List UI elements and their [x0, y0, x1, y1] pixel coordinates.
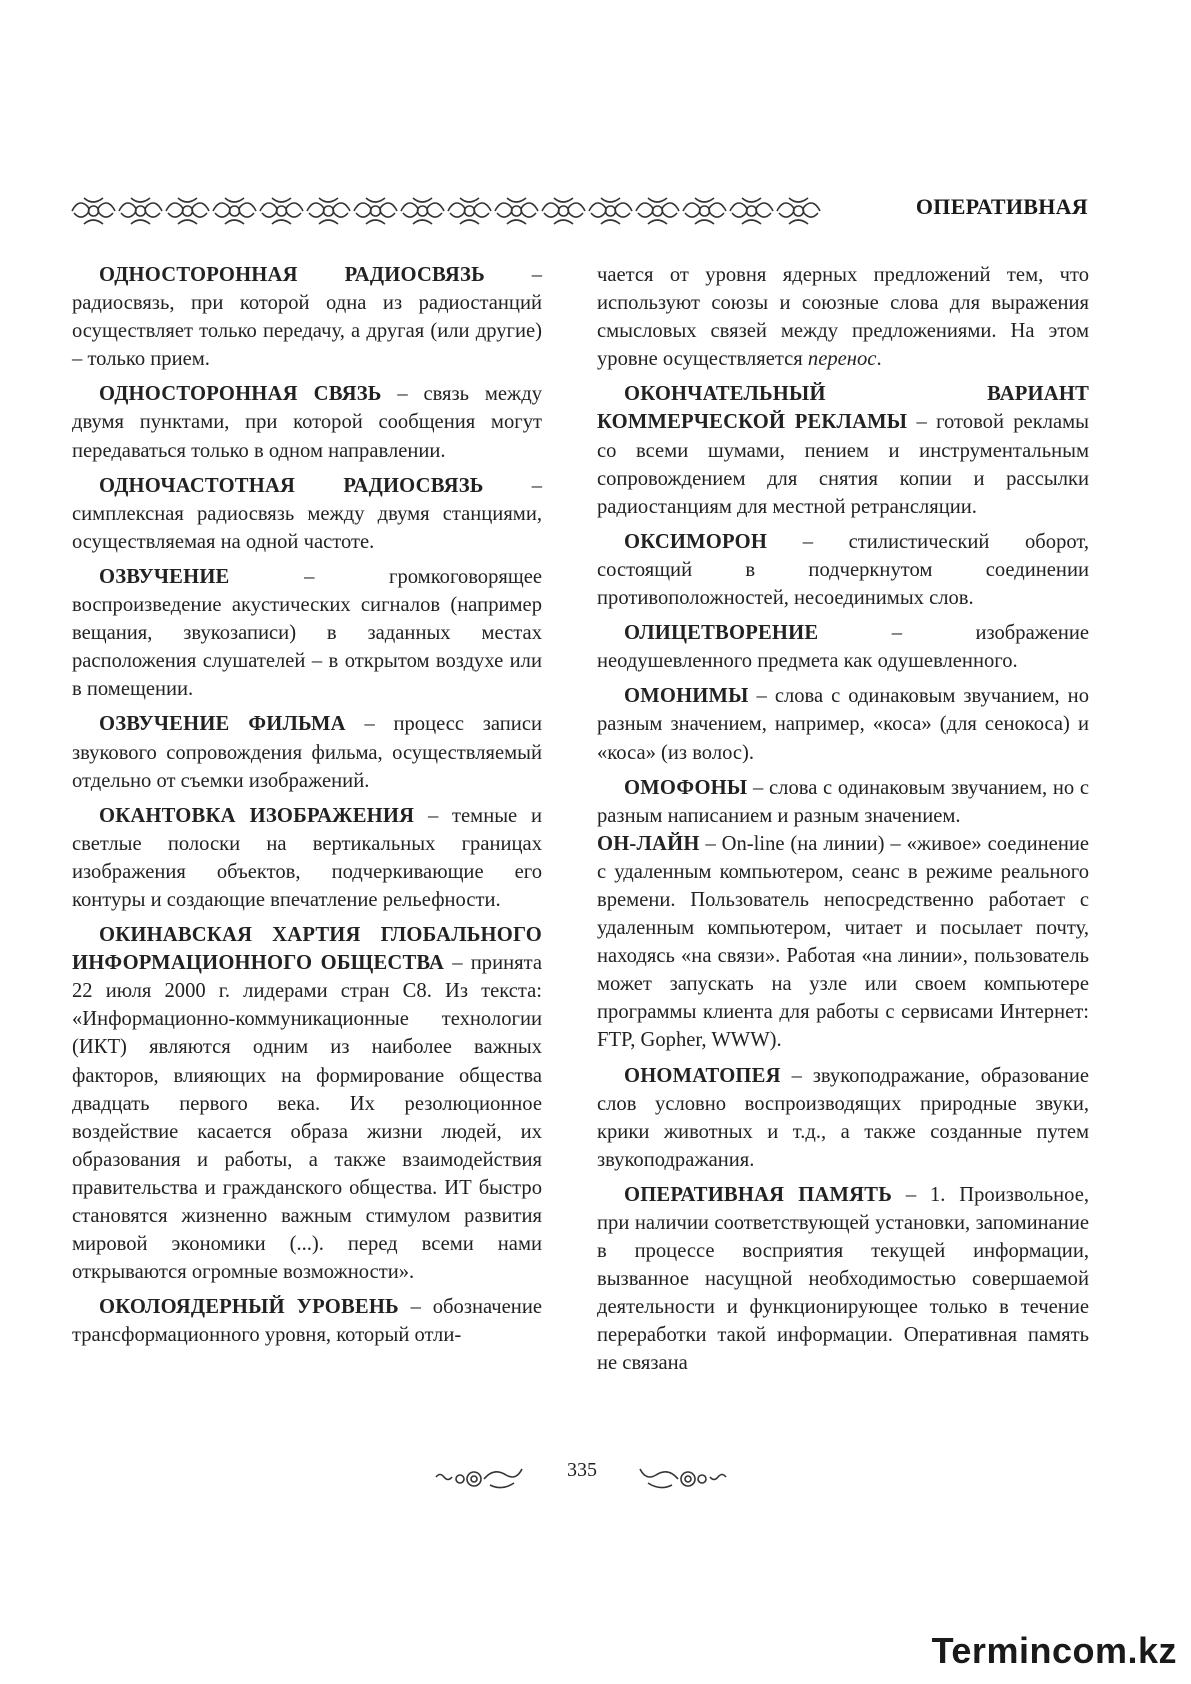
ornament-motif	[213, 198, 256, 224]
ornament-motif	[448, 198, 491, 224]
ornament-motif	[72, 198, 115, 224]
footer-ornament-right	[638, 1465, 728, 1491]
entry-definition: – слова с одинаковым звучанием, но с разным написанием и разным значением.	[597, 776, 1089, 827]
entry-definition: – темные и светлые полоски на вертикальных границах изображения объектов, подчеркивающие его контуры и создающие впечатление рельефности.	[72, 804, 542, 911]
entry-definition: – процесс записи звукового сопровождения фильма, осуществляемый отдельно от съемки изображений.	[72, 713, 542, 792]
ornament-motif	[589, 198, 632, 224]
entry-definition: – звукоподражание, образование слов условно воспроизводящих природные звуки, крики животных и т.д., а также созданные путем звукоподражания.	[597, 1064, 1089, 1171]
ornament-motif	[683, 198, 726, 224]
ornament-motif	[777, 198, 820, 224]
entry-definition: – 1. Произвольное, при наличии соответствующей установки, запоминание в процессе восприятия текущей информации, вызванное насущной необходимостью совершаемой деятельности и функционирующее только в течение переработки такой информации. Оперативная память не связана	[597, 1183, 1089, 1375]
entry-term: ОДНОЧАСТОТНАЯ РАДИОСВЯЗЬ	[99, 474, 484, 497]
entry-definition: – слова с одинаковым звучанием, но разным значением, например, «коса» (для сенокоса) и «коса» (из волос).	[597, 685, 1089, 764]
entry-term: ОКОЛОЯДЕРНЫЙ УРОВЕНЬ	[99, 1296, 399, 1319]
dictionary-entry	[597, 380, 1089, 520]
ornament-motif	[636, 198, 679, 224]
entry-term: ОДНОСТОРОННАЯ СВЯЗЬ	[99, 383, 382, 406]
dictionary-entry	[597, 1181, 1089, 1378]
ornament-motif	[166, 198, 209, 224]
ornament-motif	[260, 198, 303, 224]
left-column	[72, 261, 542, 1356]
entry-term: ОПЕРАТИВНАЯ ПАМЯТЬ	[624, 1183, 893, 1206]
entry-definition: – обозначение трансформационного уровня, который отли-	[72, 1296, 542, 1347]
entry-term: ОДНОСТОРОННАЯ РАДИОСВЯЗЬ	[99, 264, 485, 286]
right-column	[597, 261, 1089, 1385]
dictionary-entry	[597, 528, 1089, 612]
ornament-motif	[307, 198, 350, 224]
entry-term: ОКИНАВСКАЯ ХАРТИЯ ГЛОБАЛЬНОГО ИНФОРМАЦИОННОГО ОБЩЕСТВА	[72, 924, 542, 975]
entry-definition: – готовой рекламы со всеми шумами, пением и инструментальным сопровождением для снятия копии и рассылки радиостанциям для местной ретрансляции.	[597, 411, 1089, 518]
entry-term: ОЗВУЧЕНИЕ	[99, 565, 230, 588]
dictionary-entry	[72, 1293, 542, 1349]
entry-term: ОКАНТОВКА ИЗОБРАЖЕНИЯ	[99, 804, 415, 827]
entry-term: ОНОМАТОПЕЯ	[624, 1064, 781, 1087]
dictionary-entry	[72, 802, 542, 914]
ornament-motif	[401, 198, 444, 224]
dictionary-entry	[72, 710, 542, 794]
ornament-motif	[354, 198, 397, 224]
entry-term: ОМОФОНЫ	[624, 776, 748, 799]
header-ornament-border	[70, 192, 822, 230]
entry-definition: – стилистический оборот, состоящий в подчеркнутом соединении противоположностей, несоединимых слов.	[597, 530, 1089, 610]
dictionary-entry	[597, 682, 1089, 766]
entry-term: ОКОНЧАТЕЛЬНЫЙ ВАРИАНТ КОММЕРЧЕСКОЙ РЕКЛАМЫ	[597, 383, 1089, 434]
entry-definition: – связь между двумя пунктами, при которой сообщения могут передаваться только в одном направлении.	[72, 383, 543, 462]
entry-definition: – громкоговорящее воспроизведение акустических сигналов (например вещания, звукозаписи) в заданных местах расположения слушателей – в открытом воздухе или в помещении.	[72, 565, 542, 701]
entry-term: ОЗВУЧЕНИЕ ФИЛЬМА	[99, 713, 346, 736]
dictionary-entry	[597, 830, 1089, 1055]
continuation-text: чается от уровня ядерных предложений тем, что используют союзы и союзные слова для выражения смысловых связей между предложениями. На этом уровне осуществляется	[597, 264, 1089, 371]
entry-definition: – радиосвязь, при которой одна из радиостанций осуществляет только передачу, а другая (или другие) – только прием.	[72, 264, 542, 371]
entry-term: ОЛИЦЕТВОРЕНИЕ	[624, 622, 819, 645]
ornament-motif	[495, 198, 538, 224]
dictionary-entry	[597, 774, 1089, 830]
continuation-end: .	[876, 348, 882, 371]
entry-continuation	[597, 261, 1089, 373]
dictionary-entry	[72, 472, 542, 556]
entry-definition: – On-line (на линии) – «живое» соединение с удаленным компьютером, сеанс в режиме реального времени. Пользователь непосредственно работает с удаленным компьютером, читает и посылает почту, находясь «на связи». Работая «на линии», пользователь может запускать на узле или своем компьютере программы клиента для работы с сервисами Интернет: FTP, Gopher, WWW).	[597, 832, 1089, 1052]
dictionary-entry	[72, 563, 542, 703]
dictionary-entry	[597, 1062, 1089, 1174]
footer-ornament-left	[434, 1465, 524, 1491]
site-watermark: Termincom.kz	[931, 1630, 1177, 1671]
entry-term: ОКСИМОРОН	[624, 530, 768, 553]
dictionary-entry	[597, 619, 1089, 675]
running-head: ОПЕРАТИВНАЯ	[915, 194, 1088, 219]
dictionary-entry	[72, 921, 542, 1286]
entry-definition: – изображение неодушевленного предмета как одушевленного.	[597, 622, 1089, 673]
entry-term: ОН-ЛАЙН	[597, 832, 700, 855]
italic-term: перенос	[807, 348, 877, 371]
entry-definition: – симплексная радиосвязь между двумя станциями, осуществляемая на одной частоте.	[72, 474, 542, 553]
page-number: 335	[567, 1459, 597, 1481]
entry-term: ОМОНИМЫ	[624, 685, 749, 708]
ornament-motif	[542, 198, 585, 224]
entry-definition: – принята 22 июля 2000 г. лидерами стран С8. Из текста: «Информационно-коммуникационные технологии (ИКТ) являются одним из наиболее важных факторов, влияющих на формирование общества двадцать первого века. Их резолюционное воздействие касается образа жизни людей, их образования и работы, а также взаимодействия правительства и гражданского общества. ИТ быстро становятся жизненно важным стимулом развития мировой экономики (...). перед всеми нами открываются огромные возможности».	[72, 952, 542, 1284]
ornament-motif	[119, 198, 162, 224]
ornament-motif	[730, 198, 773, 224]
dictionary-entry	[72, 261, 542, 373]
dictionary-entry	[72, 380, 542, 464]
